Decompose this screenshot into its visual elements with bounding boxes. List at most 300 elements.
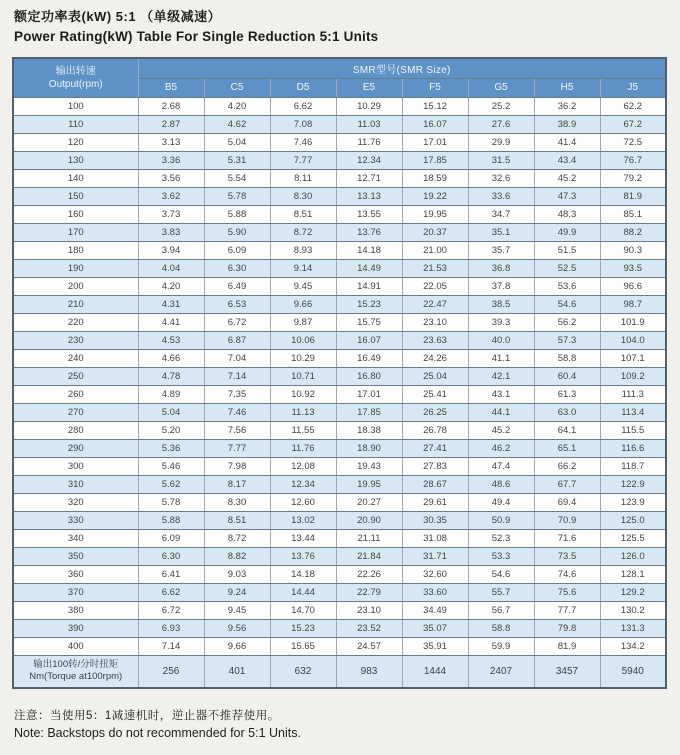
value-cell: 51.5 <box>534 241 600 259</box>
value-cell: 71.6 <box>534 529 600 547</box>
rpm-cell: 380 <box>13 601 138 619</box>
value-cell: 13.55 <box>336 205 402 223</box>
value-cell: 98.7 <box>600 295 666 313</box>
value-cell: 9.87 <box>270 313 336 331</box>
value-cell: 118.7 <box>600 457 666 475</box>
value-cell: 79.2 <box>600 169 666 187</box>
value-cell: 4.66 <box>138 349 204 367</box>
value-cell: 2.87 <box>138 115 204 133</box>
value-cell: 60.4 <box>534 367 600 385</box>
size-column-header: J5 <box>600 78 666 97</box>
smr-size-group-header: SMR型号(SMR Size) <box>138 58 666 78</box>
value-cell: 6.93 <box>138 619 204 637</box>
value-cell: 81.9 <box>534 637 600 655</box>
rpm-cell: 330 <box>13 511 138 529</box>
rpm-cell: 160 <box>13 205 138 223</box>
value-cell: 54.6 <box>468 565 534 583</box>
value-cell: 6.09 <box>138 529 204 547</box>
value-cell: 93.5 <box>600 259 666 277</box>
value-cell: 6.62 <box>270 97 336 115</box>
value-cell: 9.14 <box>270 259 336 277</box>
value-cell: 30.35 <box>402 511 468 529</box>
value-cell: 19.22 <box>402 187 468 205</box>
value-cell: 14.91 <box>336 277 402 295</box>
value-cell: 96.6 <box>600 277 666 295</box>
value-cell: 111.3 <box>600 385 666 403</box>
rpm-cell: 310 <box>13 475 138 493</box>
value-cell: 12.71 <box>336 169 402 187</box>
table-row <box>13 619 666 637</box>
value-cell: 21.53 <box>402 259 468 277</box>
table-row <box>13 223 666 241</box>
value-cell: 28.67 <box>402 475 468 493</box>
value-cell: 29.61 <box>402 493 468 511</box>
rpm-cell: 190 <box>13 259 138 277</box>
output-rpm-header <box>13 58 138 97</box>
value-cell: 75.6 <box>534 583 600 601</box>
value-cell: 5.20 <box>138 421 204 439</box>
rpm-cell: 200 <box>13 277 138 295</box>
value-cell: 8.30 <box>270 187 336 205</box>
value-cell: 72.5 <box>600 133 666 151</box>
value-cell: 14.18 <box>336 241 402 259</box>
value-cell: 45.2 <box>534 169 600 187</box>
rpm-cell: 280 <box>13 421 138 439</box>
value-cell: 4.78 <box>138 367 204 385</box>
table-row <box>13 457 666 475</box>
value-cell: 5.46 <box>138 457 204 475</box>
value-cell: 48.3 <box>534 205 600 223</box>
value-cell: 8.93 <box>270 241 336 259</box>
value-cell: 5.31 <box>204 151 270 169</box>
size-column-header: G5 <box>468 78 534 97</box>
note-zh: 注意：当使用5：1减速机时，逆止器不推荐使用。 <box>14 710 280 722</box>
value-cell: 18.38 <box>336 421 402 439</box>
value-cell: 35.1 <box>468 223 534 241</box>
value-cell: 63.0 <box>534 403 600 421</box>
value-cell: 6.53 <box>204 295 270 313</box>
size-column-header: F5 <box>402 78 468 97</box>
value-cell: 18.59 <box>402 169 468 187</box>
value-cell: 15.65 <box>270 637 336 655</box>
value-cell: 3.73 <box>138 205 204 223</box>
value-cell: 64.1 <box>534 421 600 439</box>
table-row <box>13 349 666 367</box>
torque-label-cell <box>13 655 138 688</box>
value-cell: 16.49 <box>336 349 402 367</box>
value-cell: 10.92 <box>270 385 336 403</box>
value-cell: 40.0 <box>468 331 534 349</box>
value-cell: 35.91 <box>402 637 468 655</box>
value-cell: 134.2 <box>600 637 666 655</box>
value-cell: 24.57 <box>336 637 402 655</box>
value-cell: 27.6 <box>468 115 534 133</box>
table-row <box>13 313 666 331</box>
value-cell: 39.3 <box>468 313 534 331</box>
value-cell: 14.49 <box>336 259 402 277</box>
value-cell: 7.04 <box>204 349 270 367</box>
rpm-cell: 390 <box>13 619 138 637</box>
value-cell: 36.2 <box>534 97 600 115</box>
value-cell: 79.8 <box>534 619 600 637</box>
table-row <box>13 259 666 277</box>
value-cell: 9.56 <box>204 619 270 637</box>
value-cell: 10.71 <box>270 367 336 385</box>
value-cell: 4.41 <box>138 313 204 331</box>
value-cell: 6.62 <box>138 583 204 601</box>
value-cell: 19.95 <box>336 475 402 493</box>
value-cell: 6.49 <box>204 277 270 295</box>
rpm-cell: 260 <box>13 385 138 403</box>
value-cell: 43.4 <box>534 151 600 169</box>
value-cell: 17.01 <box>336 385 402 403</box>
value-cell: 31.5 <box>468 151 534 169</box>
value-cell: 9.66 <box>204 637 270 655</box>
table-row <box>13 331 666 349</box>
value-cell: 116.6 <box>600 439 666 457</box>
value-cell: 52.3 <box>468 529 534 547</box>
value-cell: 14.70 <box>270 601 336 619</box>
value-cell: 6.30 <box>204 259 270 277</box>
value-cell: 12.34 <box>270 475 336 493</box>
torque-value-cell: 2407 <box>468 655 534 688</box>
value-cell: 2.68 <box>138 97 204 115</box>
table-row <box>13 385 666 403</box>
value-cell: 13.44 <box>270 529 336 547</box>
rpm-cell: 100 <box>13 97 138 115</box>
value-cell: 6.30 <box>138 547 204 565</box>
value-cell: 129.2 <box>600 583 666 601</box>
value-cell: 8.11 <box>270 169 336 187</box>
value-cell: 42.1 <box>468 367 534 385</box>
table-footer <box>13 655 666 688</box>
rpm-cell: 400 <box>13 637 138 655</box>
value-cell: 52.5 <box>534 259 600 277</box>
table-row <box>13 475 666 493</box>
power-rating-table <box>12 57 667 689</box>
rpm-cell: 270 <box>13 403 138 421</box>
value-cell: 32.60 <box>402 565 468 583</box>
value-cell: 5.88 <box>138 511 204 529</box>
value-cell: 3.36 <box>138 151 204 169</box>
value-cell: 67.2 <box>600 115 666 133</box>
page-title-zh: 额定功率表(kW) 5:1 （单级减速） <box>14 9 222 24</box>
value-cell: 21.00 <box>402 241 468 259</box>
value-cell: 10.29 <box>270 349 336 367</box>
value-cell: 10.06 <box>270 331 336 349</box>
value-cell: 15.75 <box>336 313 402 331</box>
value-cell: 13.13 <box>336 187 402 205</box>
value-cell: 29.9 <box>468 133 534 151</box>
value-cell: 128.1 <box>600 565 666 583</box>
rpm-cell: 140 <box>13 169 138 187</box>
value-cell: 4.53 <box>138 331 204 349</box>
value-cell: 16.07 <box>336 331 402 349</box>
value-cell: 17.85 <box>336 403 402 421</box>
size-column-header: H5 <box>534 78 600 97</box>
value-cell: 31.71 <box>402 547 468 565</box>
value-cell: 38.9 <box>534 115 600 133</box>
value-cell: 9.45 <box>204 601 270 619</box>
value-cell: 23.10 <box>336 601 402 619</box>
value-cell: 9.45 <box>270 277 336 295</box>
value-cell: 14.44 <box>270 583 336 601</box>
value-cell: 8.72 <box>204 529 270 547</box>
value-cell: 126.0 <box>600 547 666 565</box>
value-cell: 4.31 <box>138 295 204 313</box>
value-cell: 21.11 <box>336 529 402 547</box>
table-row <box>13 169 666 187</box>
rpm-cell: 240 <box>13 349 138 367</box>
table-row <box>13 97 666 115</box>
value-cell: 26.25 <box>402 403 468 421</box>
table-row <box>13 637 666 655</box>
torque-label-zh: 输出100转/分时扭矩 <box>33 658 119 670</box>
value-cell: 7.35 <box>204 385 270 403</box>
value-cell: 24.26 <box>402 349 468 367</box>
group-header-row <box>13 58 666 78</box>
value-cell: 6.72 <box>204 313 270 331</box>
value-cell: 41.4 <box>534 133 600 151</box>
value-cell: 7.14 <box>138 637 204 655</box>
torque-value-cell: 3457 <box>534 655 600 688</box>
value-cell: 5.04 <box>138 403 204 421</box>
value-cell: 17.85 <box>402 151 468 169</box>
table-row <box>13 277 666 295</box>
table-row <box>13 205 666 223</box>
value-cell: 15.12 <box>402 97 468 115</box>
value-cell: 125.0 <box>600 511 666 529</box>
value-cell: 69.4 <box>534 493 600 511</box>
value-cell: 7.14 <box>204 367 270 385</box>
value-cell: 67.7 <box>534 475 600 493</box>
value-cell: 15.23 <box>336 295 402 313</box>
value-cell: 77.7 <box>534 601 600 619</box>
value-cell: 3.94 <box>138 241 204 259</box>
value-cell: 11.76 <box>270 439 336 457</box>
value-cell: 7.77 <box>270 151 336 169</box>
value-cell: 109.2 <box>600 367 666 385</box>
value-cell: 5.36 <box>138 439 204 457</box>
rpm-cell: 220 <box>13 313 138 331</box>
value-cell: 131.3 <box>600 619 666 637</box>
value-cell: 61.3 <box>534 385 600 403</box>
value-cell: 16.80 <box>336 367 402 385</box>
size-column-header: E5 <box>336 78 402 97</box>
value-cell: 70.9 <box>534 511 600 529</box>
torque-label-en: Nm(Torque at100rpm) <box>29 671 123 683</box>
table-row <box>13 115 666 133</box>
value-cell: 73.5 <box>534 547 600 565</box>
value-cell: 8.30 <box>204 493 270 511</box>
value-cell: 74.6 <box>534 565 600 583</box>
value-cell: 36.8 <box>468 259 534 277</box>
table-row <box>13 187 666 205</box>
value-cell: 130.2 <box>600 601 666 619</box>
value-cell: 125.5 <box>600 529 666 547</box>
note-en: Note: Backstops do not recommended for 5:1 Units. <box>14 726 301 740</box>
value-cell: 38.5 <box>468 295 534 313</box>
value-cell: 7.46 <box>204 403 270 421</box>
value-cell: 56.2 <box>534 313 600 331</box>
value-cell: 4.20 <box>138 277 204 295</box>
rpm-cell: 210 <box>13 295 138 313</box>
value-cell: 58.8 <box>534 349 600 367</box>
value-cell: 7.98 <box>204 457 270 475</box>
rpm-cell: 340 <box>13 529 138 547</box>
value-cell: 53.6 <box>534 277 600 295</box>
table-row <box>13 565 666 583</box>
table-row <box>13 151 666 169</box>
value-cell: 37.8 <box>468 277 534 295</box>
value-cell: 66.2 <box>534 457 600 475</box>
value-cell: 8.82 <box>204 547 270 565</box>
value-cell: 26.78 <box>402 421 468 439</box>
rpm-cell: 170 <box>13 223 138 241</box>
value-cell: 4.20 <box>204 97 270 115</box>
value-cell: 41.1 <box>468 349 534 367</box>
value-cell: 22.79 <box>336 583 402 601</box>
value-cell: 33.60 <box>402 583 468 601</box>
value-cell: 25.41 <box>402 385 468 403</box>
value-cell: 43.1 <box>468 385 534 403</box>
value-cell: 21.84 <box>336 547 402 565</box>
rpm-cell: 350 <box>13 547 138 565</box>
value-cell: 4.62 <box>204 115 270 133</box>
table-body <box>13 97 666 655</box>
value-cell: 31.08 <box>402 529 468 547</box>
table-row <box>13 601 666 619</box>
value-cell: 11.55 <box>270 421 336 439</box>
value-cell: 25.2 <box>468 97 534 115</box>
value-cell: 13.76 <box>270 547 336 565</box>
rpm-cell: 180 <box>13 241 138 259</box>
size-column-header: B5 <box>138 78 204 97</box>
value-cell: 9.66 <box>270 295 336 313</box>
size-column-header: D5 <box>270 78 336 97</box>
rpm-cell: 120 <box>13 133 138 151</box>
torque-row <box>13 655 666 688</box>
rpm-cell: 150 <box>13 187 138 205</box>
torque-value-cell: 5940 <box>600 655 666 688</box>
value-cell: 65.1 <box>534 439 600 457</box>
value-cell: 56.7 <box>468 601 534 619</box>
value-cell: 10.29 <box>336 97 402 115</box>
value-cell: 101.9 <box>600 313 666 331</box>
rpm-cell: 370 <box>13 583 138 601</box>
value-cell: 19.43 <box>336 457 402 475</box>
value-cell: 49.4 <box>468 493 534 511</box>
value-cell: 5.90 <box>204 223 270 241</box>
value-cell: 5.88 <box>204 205 270 223</box>
value-cell: 90.3 <box>600 241 666 259</box>
value-cell: 53.3 <box>468 547 534 565</box>
value-cell: 34.49 <box>402 601 468 619</box>
value-cell: 3.62 <box>138 187 204 205</box>
value-cell: 23.10 <box>402 313 468 331</box>
rpm-cell: 130 <box>13 151 138 169</box>
value-cell: 9.03 <box>204 565 270 583</box>
value-cell: 5.78 <box>138 493 204 511</box>
value-cell: 48.6 <box>468 475 534 493</box>
value-cell: 19.95 <box>402 205 468 223</box>
value-cell: 25.04 <box>402 367 468 385</box>
table-row <box>13 583 666 601</box>
value-cell: 6.41 <box>138 565 204 583</box>
value-cell: 5.04 <box>204 133 270 151</box>
table-row <box>13 493 666 511</box>
table-row <box>13 403 666 421</box>
table-row <box>13 547 666 565</box>
value-cell: 15.23 <box>270 619 336 637</box>
value-cell: 13.76 <box>336 223 402 241</box>
torque-value-cell: 983 <box>336 655 402 688</box>
value-cell: 22.47 <box>402 295 468 313</box>
value-cell: 20.37 <box>402 223 468 241</box>
value-cell: 12.08 <box>270 457 336 475</box>
table-row <box>13 367 666 385</box>
value-cell: 16.07 <box>402 115 468 133</box>
value-cell: 7.56 <box>204 421 270 439</box>
value-cell: 11.03 <box>336 115 402 133</box>
value-cell: 76.7 <box>600 151 666 169</box>
value-cell: 11.76 <box>336 133 402 151</box>
rpm-cell: 250 <box>13 367 138 385</box>
value-cell: 113.4 <box>600 403 666 421</box>
value-cell: 5.54 <box>204 169 270 187</box>
value-cell: 8.51 <box>270 205 336 223</box>
value-cell: 34.7 <box>468 205 534 223</box>
value-cell: 81.9 <box>600 187 666 205</box>
value-cell: 122.9 <box>600 475 666 493</box>
table-row <box>13 511 666 529</box>
value-cell: 20.27 <box>336 493 402 511</box>
value-cell: 7.08 <box>270 115 336 133</box>
value-cell: 32.6 <box>468 169 534 187</box>
value-cell: 11.13 <box>270 403 336 421</box>
value-cell: 123.9 <box>600 493 666 511</box>
value-cell: 20.90 <box>336 511 402 529</box>
rpm-cell: 230 <box>13 331 138 349</box>
rpm-cell: 360 <box>13 565 138 583</box>
value-cell: 85.1 <box>600 205 666 223</box>
page-title-en: Power Rating(kW) Table For Single Reduction 5:1 Units <box>14 29 379 44</box>
value-cell: 6.87 <box>204 331 270 349</box>
page-title-block <box>14 6 378 44</box>
torque-value-cell: 401 <box>204 655 270 688</box>
table-row <box>13 439 666 457</box>
value-cell: 27.41 <box>402 439 468 457</box>
value-cell: 58.8 <box>468 619 534 637</box>
value-cell: 14.18 <box>270 565 336 583</box>
output-rpm-label-zh: 输出转速 <box>55 65 96 77</box>
table-row <box>13 529 666 547</box>
value-cell: 49.9 <box>534 223 600 241</box>
value-cell: 8.17 <box>204 475 270 493</box>
value-cell: 35.07 <box>402 619 468 637</box>
value-cell: 57.3 <box>534 331 600 349</box>
rpm-cell: 290 <box>13 439 138 457</box>
value-cell: 115.5 <box>600 421 666 439</box>
value-cell: 23.52 <box>336 619 402 637</box>
value-cell: 13.02 <box>270 511 336 529</box>
value-cell: 12.60 <box>270 493 336 511</box>
table-row <box>13 133 666 151</box>
rpm-cell: 300 <box>13 457 138 475</box>
value-cell: 22.26 <box>336 565 402 583</box>
table-row <box>13 241 666 259</box>
value-cell: 47.4 <box>468 457 534 475</box>
